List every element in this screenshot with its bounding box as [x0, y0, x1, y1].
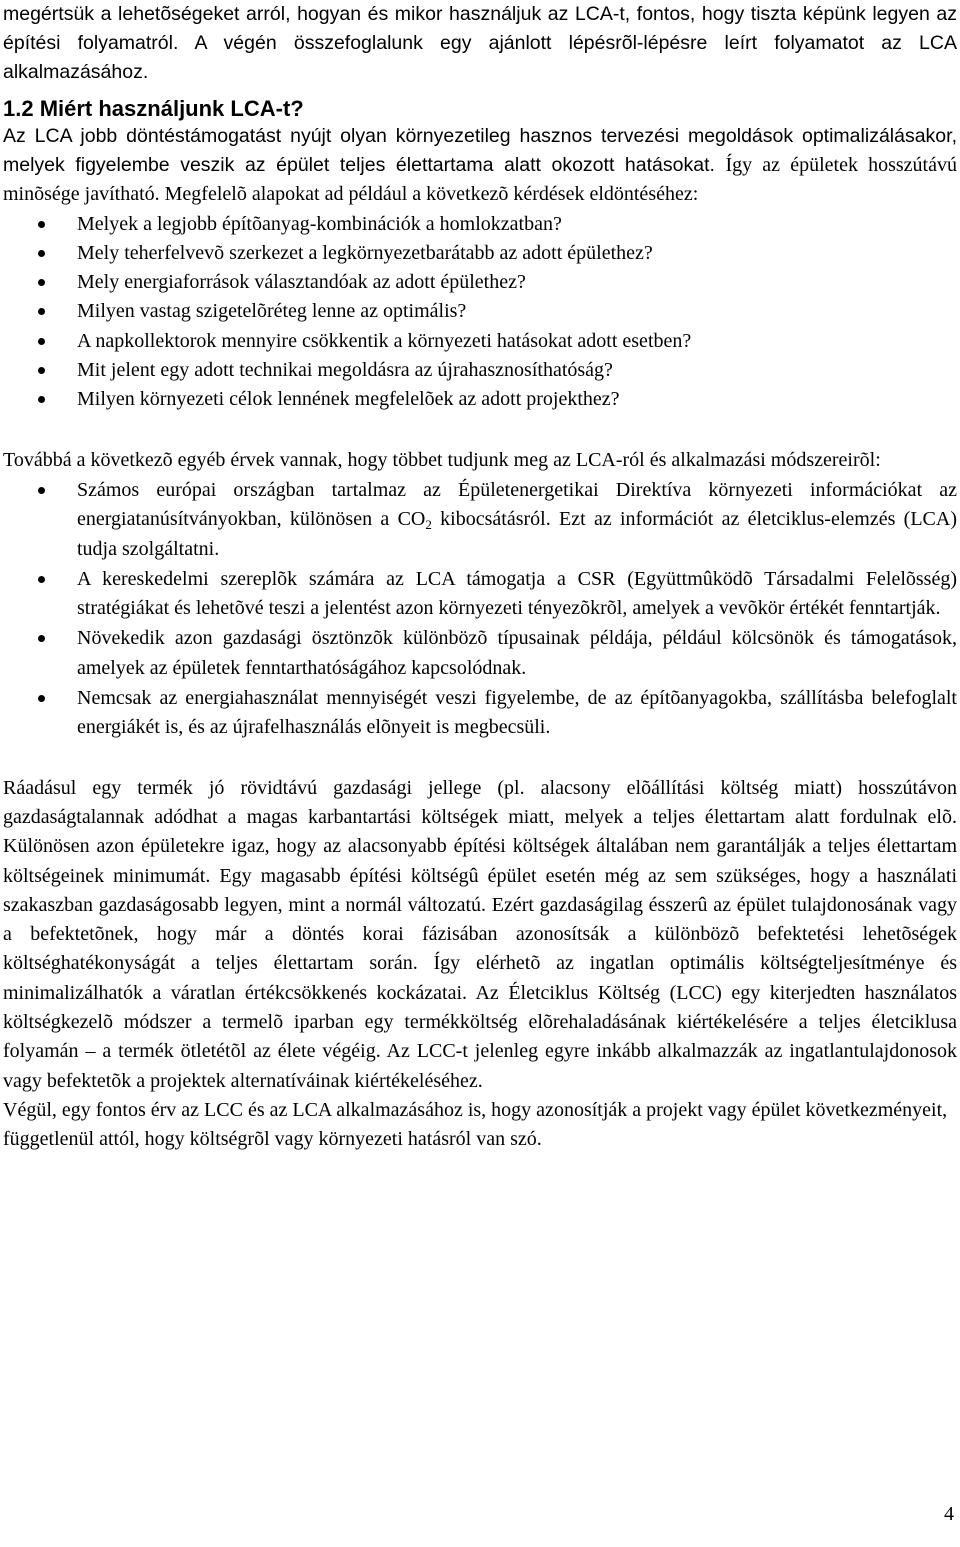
list-item: Melyek a legjobb építõanyag-kombinációk a homlokzatban?	[3, 210, 957, 239]
list-item: Milyen környezeti célok lennének megfelelõek az adott projekthez?	[3, 385, 957, 414]
section-heading: 1.2 Miért használjunk LCA-t?	[3, 96, 304, 121]
closing-paragraph: Végül, egy fontos érv az LCC és az LCA alkalmazásához is, hogy azonosítják a projekt vagy épület következményeit, függetlenül attól, hogy költségrõl vagy környezeti hatásról van szó.	[3, 1098, 948, 1151]
questions-list	[3, 210, 957, 415]
list-item: Mely energiaforrások választandóak az adott épülethez?	[3, 268, 957, 297]
intro-paragraph: megértsük a lehetõségeket arról, hogyan és mikor használjuk az LCA-t, fontos, hogy tiszta képünk legyen az építési folyamatról. A végén összefoglalunk egy ajánlott lépésrõl-lépésre leírt folyamatot az LCA alkalmazásához.	[3, 3, 957, 83]
subscript-text: 2	[425, 517, 432, 533]
list-item: A kereskedelmi szereplõk számára az LCA támogatja a CSR (Együttmûködõ Társadalmi Felelõsség) stratégiákat és lehetõvé teszi a jelentést azon környezeti tényezõkrõl, amelyek a vevõkör értékét fenntartják.	[3, 565, 957, 624]
arguments-list	[3, 476, 957, 743]
list-item	[3, 476, 957, 564]
section-paragraph-part-b: Így az épületek hosszútávú minõsége javítható. Megfelelõ alapokat ad például a következõ kérdések eldöntéséhez:	[3, 154, 957, 206]
argument-text: Számos európai országban tartalmaz az Épületenergetikai Direktíva környezeti információkat az energiatanúsítványokban, különösen a CO	[77, 478, 957, 531]
page-number: 4	[944, 1503, 954, 1525]
section-paragraph	[3, 122, 957, 210]
list-item: Mit jelent egy adott technikai megoldásra az újrahasznosíthatóság?	[3, 356, 957, 385]
list-item: Milyen vastag szigetelõréteg lenne az optimális?	[3, 297, 957, 326]
arguments-intro-paragraph: Továbbá a következõ egyéb érvek vannak, hogy többet tudjunk meg az LCA-ról és alkalmazási módszereirõl:	[3, 448, 881, 471]
list-item: A napkollektorok mennyire csökkentik a környezeti hatásokat adott esetben?	[3, 327, 957, 356]
list-item: Nemcsak az energiahasználat mennyiségét veszi figyelembe, de az építõanyagokba, szállításba belefoglalt energiákét is, és az újrafelhasználás elõnyeit is megbecsüli.	[3, 684, 957, 743]
section-paragraph-part-a: Az LCA jobb döntéstámogatást nyújt olyan környezetileg hasznos tervezési megoldások optimalizálásakor, melyek figyelembe veszik az épület teljes élettartama alatt okozott hatásokat.	[3, 125, 957, 176]
lcc-paragraph: Ráadásul egy termék jó rövidtávú gazdasági jellege (pl. alacsony elõállítási költség miatt) hosszútávon gazdaságtalannak adódhat a magas karbantartási költségek miatt, melyek a teljes élettartam alatt fordulnak elõ. Különösen azon épületekre igaz, hogy az alacsonyabb építési költségek általában nem garantálják a teljes élettartam költségeinek minimumát. Egy magasabb építési költségû épület esetén még az sem szükséges, hogy a használati szakaszban gazdaságosabb legyen, mint a normál változatú. Ezért gazdaságilag ésszerû az épület tulajdonosának vagy a befektetõnek, hogy már a döntés korai fázisában azonosítsák a különbözõ befektetési lehetõségek költséghatékonyságát a teljes élettartam során. Így elérhetõ az ingatlan optimális költségteljesítménye és minimalizálhatók a váratlan értékcsökkenés kockázatai. Az Életciklus Költség (LCC) egy kiterjedten használatos költségkezelõ módszer a termelõ iparban egy termékköltség elõrehaladásának kiértékelésére a teljes életciklusa folyamán – a termék ötletétõl az élete végéig. Az LCC-t jelenleg egyre inkább alkalmazzák az ingatlantulajdonosok vagy befektetõk a projektek alternatíváinak kiértékeléséhez.	[3, 776, 957, 1092]
argument-text: kibocsátásról. Ezt az információt az életciklus-elemzés (LCA) tudja szolgáltatni.	[77, 508, 957, 560]
list-item: Mely teherfelvevõ szerkezet a legkörnyezetbarátabb az adott épülethez?	[3, 239, 957, 268]
list-item: Növekedik azon gazdasági ösztönzõk különbözõ típusainak példája, például kölcsönök és támogatások, amelyek az épületek fenntarthatóságához kapcsolódnak.	[3, 624, 957, 683]
